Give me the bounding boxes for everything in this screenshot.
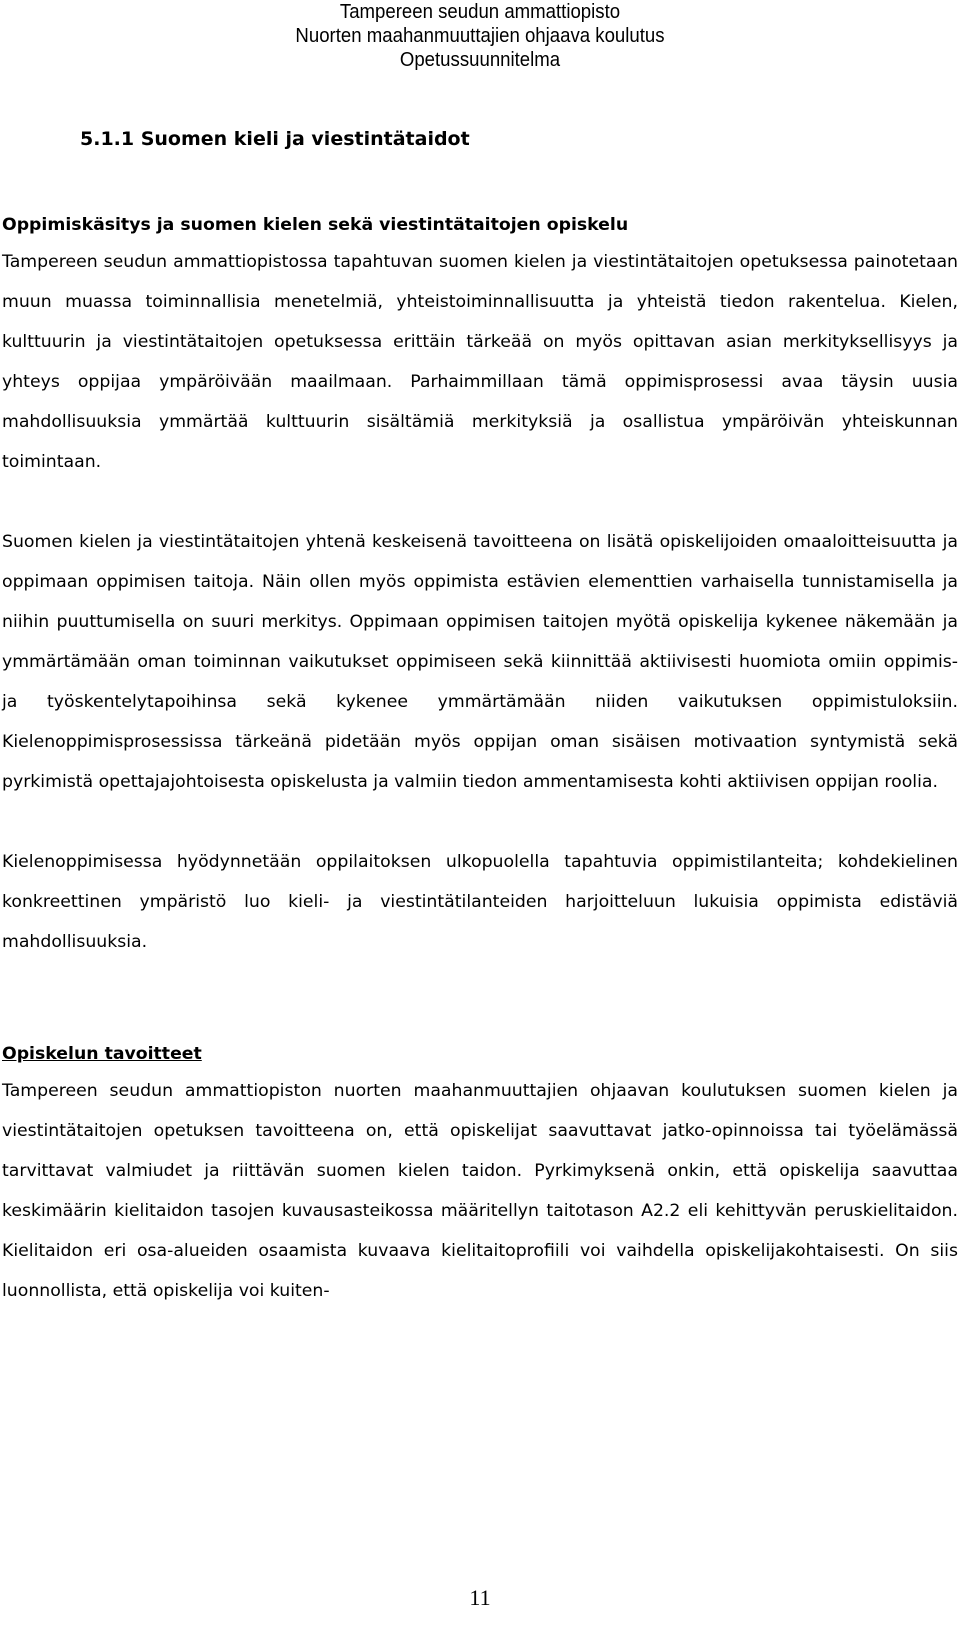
page-number: 11 [469,1585,491,1610]
document-body [2,125,958,1311]
paragraph: Suomen kielen ja viestintätaitojen yhtenä keskeisenä tavoitteena on lisätä opiskelijoiden omaaloitteisuutta ja oppimaan oppimisen taitoja. Näin ollen myös oppimista estävien elementtien varhaisella tunnistamisella ja niihin puuttumisella on suuri merkitys. Oppimaan oppimisen taitojen myötä opiskelija kykenee näkemään ja ymmärtämään oman toiminnan vaikutukset oppimiseen sekä kiinnittää aktiivisesti huomiota omiin oppimis- ja työskentelytapoihinsa sekä kykenee ymmärtämään niiden vaikutuksen oppimistuloksiin. Kielenoppimisprosessissa tärkeänä pidetään myös oppijan oman sisäisen motivaation syntymistä sekä pyrkimistä opettajajohtoisesta opiskelusta ja valmiin tiedon ammentamisesta kohti aktiivisen oppijan roolia. [2,532,958,792]
header-institution: Tampereen seudun ammattiopisto [339,1,621,23]
paragraph: Tampereen seudun ammattiopistossa tapahtuvan suomen kielen ja viestintätaitojen opetuksessa painotetaan muun muassa toiminnallisia menetelmiä, yhteistoiminnallisuutta ja yhteistä tiedon rakentelua. Kielen, kulttuurin ja viestintätaitojen opetuksessa erittäin tärkeää on myös opittavan asian merkityksellisyys ja yhteys oppijaa ympäröivään maailmaan. Parhaimmillaan tämä oppimisprosessi avaa täysin uusia mahdollisuuksia ymmärtää kulttuurin sisältämiä merkityksiä ja osallistua ympäröivän yhteiskunnan toimintaan. [2,252,958,472]
paragraph: Tampereen seudun ammattiopiston nuorten maahanmuuttajien ohjaavan koulutuksen suomen kielen ja viestintätaitojen opetuksen tavoitteena on, että opiskelijat saavuttavat jatko-opinnoissa tai työelämässä tarvittavat valmiudet ja riittävän suomen kielen taidon. Pyrkimyksenä onkin, että opiskelija saavuttaa keskimäärin kielitaidon tasojen kuvausasteikossa määritellyn taitotason A2.2 eli kehittyvän peruskielitaidon. Kielitaidon eri osa-alueiden osaamista kuvaava kielitaitoprofiili voi vaihdella opiskelijakohtaisesti. On siis luonnollista, että opiskelija voi kuiten- [2,1081,958,1301]
subsection-heading-learning: Oppimiskäsitys ja suomen kielen sekä viestintätaitojen opiskelu [2,215,629,235]
header-document-type: Opetussuunnitelma [399,49,561,71]
subsection-heading-text: Opiskelun tavoitteet [2,1044,202,1064]
document-header [0,0,960,72]
subsection-heading-goals [2,1040,958,1068]
paragraph: Kielenoppimisessa hyödynnetään oppilaitoksen ulkopuolella tapahtuvia oppimistilanteita; kohdekielinen konkreettinen ympäristö luo kieli- ja viestintätilanteiden harjoitteluun lukuisia oppimista edistäviä mahdollisuuksia. [2,852,958,952]
header-program: Nuorten maahanmuuttajien ohjaava koulutus [295,25,665,47]
section-heading: 5.1.1 Suomen kieli ja viestintätaidot [80,128,470,150]
